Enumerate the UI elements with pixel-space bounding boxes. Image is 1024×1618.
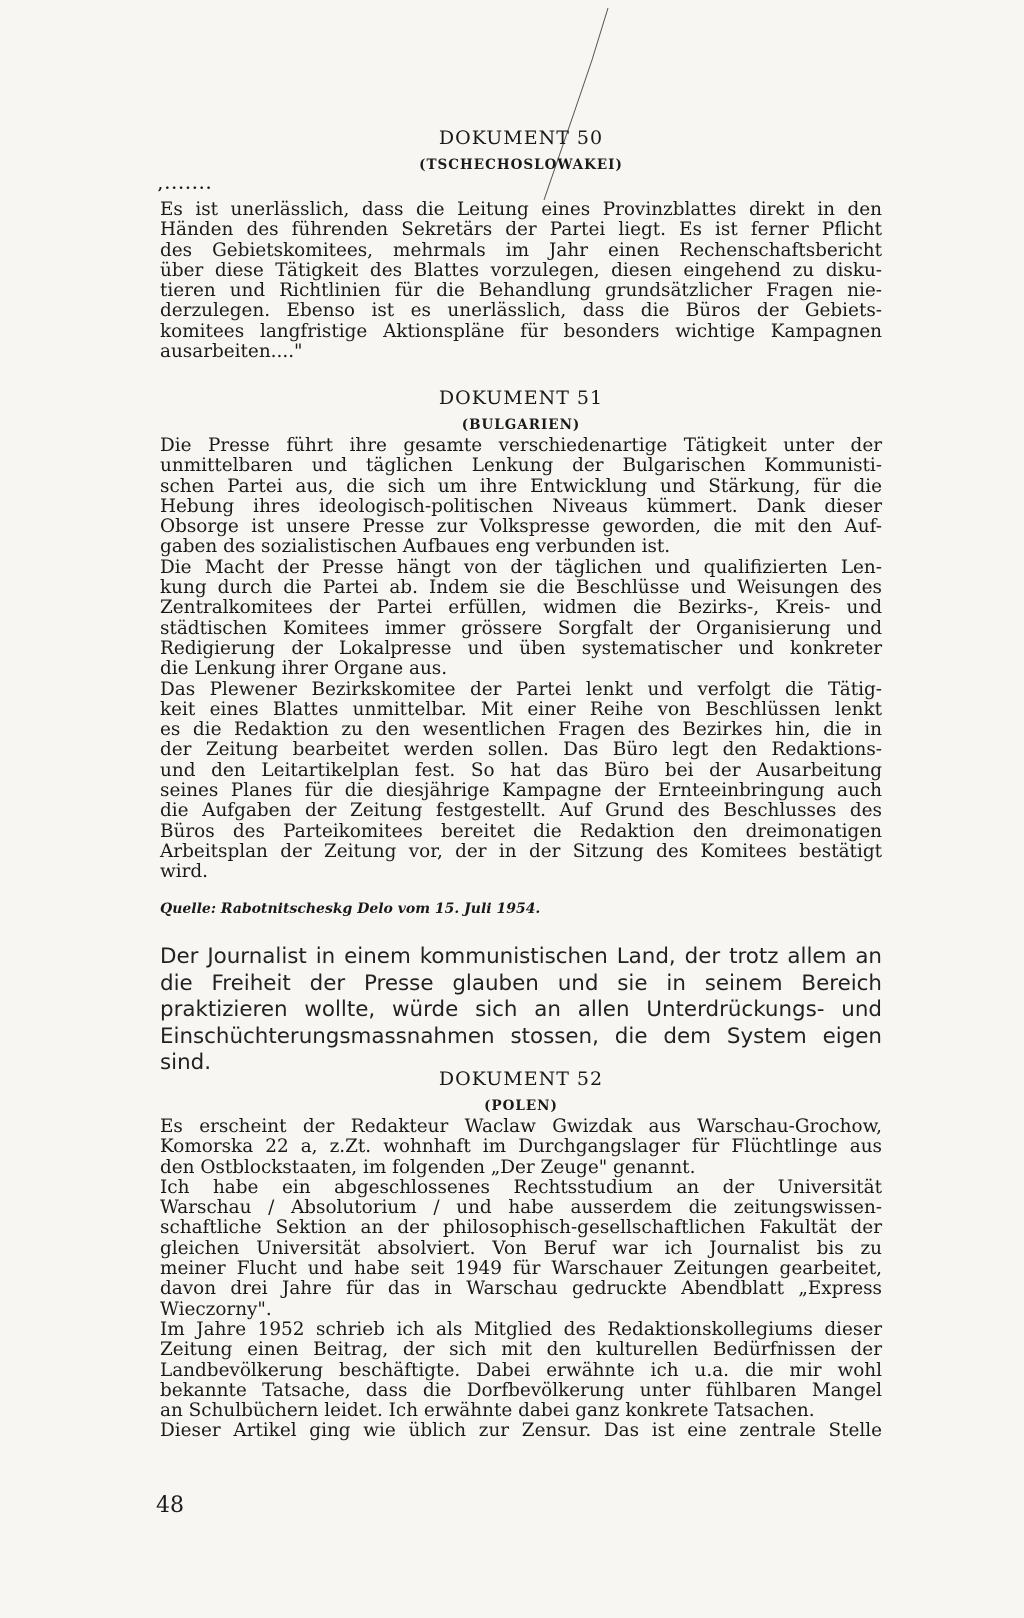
text-line: die Aufgaben der Zeitung festgestellt. Auf Grund des Beschlusses des (160, 800, 882, 822)
doc51-source: Quelle: Rabotnitscheskg Delo vom 15. Juli 1954. (160, 901, 541, 917)
doc51-body (160, 436, 882, 883)
doc51-heading: DOKUMENT 51 (438, 387, 604, 409)
doc50-heading: DOKUMENT 50 (438, 127, 604, 149)
text-line: über diese Tätigkeit des Blattes vorzulegen, diesen eingehend zu disku- (160, 259, 882, 281)
text-line: Zentralkomitees der Partei erfüllen, widmen die Bezirks-, Kreis- und (160, 597, 882, 619)
text-line: keit eines Blattes unmittelbar. Mit einer Reihe von Beschlüssen lenkt (160, 698, 882, 720)
ellipsis-mark: ,....... (158, 177, 213, 193)
text-line: des Gebietskomitees, mehrmals im Jahr einen Rechenschaftsbericht (160, 239, 882, 261)
text-line: an Schulbüchern leidet. Ich erwähnte dabei ganz konkrete Tatsachen. (160, 1400, 815, 1422)
text-line: Büros des Parteikomitees bereitet die Redaktion den dreimonatigen (160, 820, 882, 842)
text-line: Es ist unerlässlich, dass die Leitung eines Provinzblattes direkt in den (160, 199, 882, 220)
text-line: Arbeitsplan der Zeitung vor, der in der Sitzung des Komitees bestätigt (160, 840, 882, 862)
text-line: bekannte Tatsache, dass die Dorfbevölkerung unter fühlbaren Mangel (160, 1379, 882, 1401)
text-line: den Ostblockstaaten, im folgenden „Der Zeuge" genannt. (160, 1156, 696, 1178)
doc51-subtitle: (BULGARIEN) (461, 417, 581, 433)
text-line: Obsorge ist unsere Presse zur Volkspresse geworden, die mit den Auf- (160, 516, 882, 538)
text-line: Zeitung einen Beitrag, der sich mit den kulturellen Bedürfnissen der (160, 1339, 882, 1361)
text-line: schen Partei aus, die sich um ihre Entwicklung und Stärkung, für die (160, 475, 882, 497)
text-line: seines Planes für die diesjährige Kampagne der Ernteeinbringung auch (160, 780, 882, 802)
text-line: die Lenkung ihrer Organe aus. (160, 658, 448, 680)
text-line: Dieser Artikel ging wie üblich zur Zensur. Das ist eine zentrale Stelle (160, 1420, 882, 1442)
text-line: Die Presse führt ihre gesamte verschiedenartige Tätigkeit unter der (160, 435, 882, 456)
doc50-subtitle: (TSCHECHOSLOWAKEI) (419, 157, 623, 173)
text-line: der Zeitung bearbeitet werden sollen. Das Büro legt den Redaktions- (160, 739, 882, 761)
text-line: meiner Flucht und habe seit 1949 für Warschauer Zeitungen gearbeitet, (160, 1258, 882, 1280)
text-line: unmittelbaren und täglichen Lenkung der Bulgarischen Kommunisti- (160, 455, 882, 477)
text-line: gaben des sozialistischen Aufbaues eng verbunden ist. (160, 536, 671, 558)
text-line: Es erscheint der Redakteur Waclaw Gwizdak aus Warschau-Grochow, (160, 1116, 882, 1137)
text-line: Hebung ihres ideologisch-politischen Niveaus kümmert. Dank dieser (160, 495, 882, 517)
text-line: Komorska 22 a, z.Zt. wohnhaft im Durchgangslager für Flüchtlinge aus (160, 1136, 882, 1158)
text-line: und den Leitartikelplan fest. So hat das Büro bei der Ausarbeitung (160, 759, 882, 781)
text-line: Ich habe ein abgeschlossenes Rechtsstudium an der Universität (160, 1176, 882, 1198)
text-line: Das Plewener Bezirkskomitee der Partei lenkt und verfolgt die Tätig- (160, 678, 882, 700)
text-line: davon drei Jahre für das in Warschau gedruckte Abendblatt „Express (160, 1278, 882, 1300)
text-line: derzulegen. Ebenso ist es unerlässlich, dass die Büros der Gebiets- (160, 300, 882, 322)
text-line: komitees langfristige Aktionspläne für besonders wichtige Kampagnen (160, 320, 882, 342)
doc50-body (160, 200, 882, 362)
text-line: Warschau / Absolutorium / und habe ausserdem die zeitungswissen- (160, 1197, 882, 1219)
text-line: Wieczorny". (160, 1298, 272, 1320)
text-line: gleichen Universität absolviert. Von Beruf war ich Journalist bis zu (160, 1237, 882, 1259)
page-number: 48 (156, 1493, 184, 1518)
text-line: schaftliche Sektion an der philosophisch-gesellschaftlichen Fakultät der (160, 1217, 882, 1239)
text-line: tieren und Richtlinien für die Behandlung grundsätzlicher Fragen nie- (160, 280, 882, 302)
text-line: städtischen Komitees immer grössere Sorgfalt der Organisierung und (160, 617, 882, 639)
text-line: Redigierung der Lokalpresse und üben systematischer und konkreter (160, 637, 882, 659)
commentary-paragraph: Der Journalist in einem kommunistischen Land, der trotz allem an die Freiheit der Presse glauben und sie in seinem Bereich praktizieren wollte, würde sich an allen Unterdrückungs- und Einschüchterungsmassnahmen stossen, die dem System eigen sind. (160, 944, 882, 1075)
text-line: Händen des führenden Sekretärs der Partei liegt. Es ist ferner Pflicht (160, 219, 882, 241)
doc52-body (160, 1117, 882, 1442)
doc52-subtitle: (POLEN) (484, 1098, 558, 1114)
text-line: es die Redaktion zu den wesentlichen Fragen des Bezirkes hin, die in (160, 719, 882, 741)
text-line: ausarbeiten...." (160, 341, 303, 363)
text-line: Die Macht der Presse hängt von der täglichen und qualifizierten Len- (160, 556, 882, 578)
text-line: Landbevölkerung beschäftigte. Dabei erwähnte ich u.a. die mir wohl (160, 1359, 882, 1381)
text-line: wird. (160, 861, 209, 883)
text-line: Im Jahre 1952 schrieb ich als Mitglied des Redaktionskollegiums dieser (160, 1318, 882, 1340)
doc52-heading: DOKUMENT 52 (438, 1068, 604, 1090)
text-line: kung durch die Partei ab. Indem sie die Beschlüsse und Weisungen des (160, 577, 882, 599)
